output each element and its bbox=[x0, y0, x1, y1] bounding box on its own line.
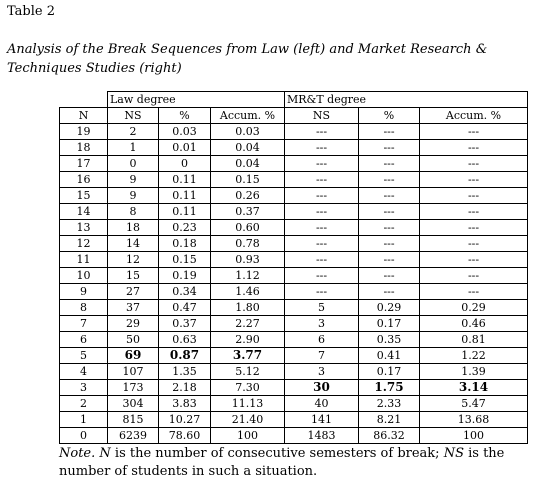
table-cell: 3.77 bbox=[211, 348, 285, 364]
table-cell: 0.87 bbox=[159, 348, 211, 364]
table-cell: 0.29 bbox=[420, 300, 528, 316]
table-cell: 5.12 bbox=[211, 364, 285, 380]
mrt-degree-header: MR&T degree bbox=[285, 92, 528, 108]
table-body bbox=[60, 124, 528, 444]
table-cell: --- bbox=[359, 236, 420, 252]
table-cell: 1.46 bbox=[211, 284, 285, 300]
table-cell: 2.27 bbox=[211, 316, 285, 332]
table-row bbox=[60, 380, 528, 396]
table-cell: --- bbox=[359, 156, 420, 172]
table-cell: 0 bbox=[159, 156, 211, 172]
table-cell: 2 bbox=[108, 124, 159, 140]
column-header-row bbox=[60, 108, 528, 124]
table-row bbox=[60, 220, 528, 236]
table-cell: 3.83 bbox=[159, 396, 211, 412]
table-row bbox=[60, 284, 528, 300]
table-cell: 10 bbox=[60, 268, 108, 284]
table-cell: 8.21 bbox=[359, 412, 420, 428]
table-cell: 0 bbox=[108, 156, 159, 172]
table-row bbox=[60, 396, 528, 412]
table-cell: --- bbox=[359, 284, 420, 300]
table-cell: 0.03 bbox=[159, 124, 211, 140]
table-cell: 1.35 bbox=[159, 364, 211, 380]
table-cell: 100 bbox=[211, 428, 285, 444]
table-cell: 69 bbox=[108, 348, 159, 364]
col-header-law-pct: % bbox=[159, 108, 211, 124]
table-cell: 0.46 bbox=[420, 316, 528, 332]
table-cell: 30 bbox=[285, 380, 359, 396]
table-cell: --- bbox=[420, 140, 528, 156]
table-cell: 1 bbox=[108, 140, 159, 156]
table-cell: 0.23 bbox=[159, 220, 211, 236]
table-cell: 6239 bbox=[108, 428, 159, 444]
table-cell: 5 bbox=[285, 300, 359, 316]
col-header-mrt-ns: NS bbox=[285, 108, 359, 124]
table-cell: 4 bbox=[60, 364, 108, 380]
table-cell: 7 bbox=[285, 348, 359, 364]
table-cell: 27 bbox=[108, 284, 159, 300]
table-row bbox=[60, 316, 528, 332]
table-cell: 1.75 bbox=[359, 380, 420, 396]
table-cell: --- bbox=[285, 124, 359, 140]
table-row bbox=[60, 300, 528, 316]
table-row bbox=[60, 268, 528, 284]
table-cell: 0.81 bbox=[420, 332, 528, 348]
table-label: Table 2 bbox=[7, 4, 55, 19]
table-cell: 0.17 bbox=[359, 364, 420, 380]
table-cell: 15 bbox=[60, 188, 108, 204]
table-cell: 1.12 bbox=[211, 268, 285, 284]
table-cell: --- bbox=[420, 204, 528, 220]
table-cell: 12 bbox=[60, 236, 108, 252]
table-cell: 1483 bbox=[285, 428, 359, 444]
table-cell: 0.17 bbox=[359, 316, 420, 332]
table-cell: 107 bbox=[108, 364, 159, 380]
table-cell: 9 bbox=[108, 188, 159, 204]
table-cell: 18 bbox=[60, 140, 108, 156]
table-row bbox=[60, 204, 528, 220]
table-cell: 18 bbox=[108, 220, 159, 236]
table-cell: 11.13 bbox=[211, 396, 285, 412]
table-cell: 0.93 bbox=[211, 252, 285, 268]
table-cell: 40 bbox=[285, 396, 359, 412]
table-cell: --- bbox=[359, 252, 420, 268]
table-cell: 16 bbox=[60, 172, 108, 188]
table-cell: 0.01 bbox=[159, 140, 211, 156]
table-cell: 0.04 bbox=[211, 140, 285, 156]
table-cell: --- bbox=[420, 252, 528, 268]
col-header-law-accum: Accum. % bbox=[211, 108, 285, 124]
table-cell: 11 bbox=[60, 252, 108, 268]
table-cell: 0.18 bbox=[159, 236, 211, 252]
table-cell: 37 bbox=[108, 300, 159, 316]
table-cell: --- bbox=[420, 284, 528, 300]
table-cell: 0 bbox=[60, 428, 108, 444]
note-ns-text: is the number of students in such a situation. bbox=[59, 446, 505, 479]
table-row bbox=[60, 412, 528, 428]
table-cell: 50 bbox=[108, 332, 159, 348]
table-caption: Analysis of the Break Sequences from Law (left) and Market Research & Techniques Studies (right) bbox=[7, 42, 488, 76]
table-cell: --- bbox=[420, 188, 528, 204]
table-cell: 9 bbox=[60, 284, 108, 300]
note-ns-symbol: NS bbox=[443, 446, 464, 461]
table-cell: 0.35 bbox=[359, 332, 420, 348]
table-cell: --- bbox=[285, 268, 359, 284]
table-cell: 14 bbox=[108, 236, 159, 252]
table-cell: 3 bbox=[285, 316, 359, 332]
table-cell: --- bbox=[359, 268, 420, 284]
table-row bbox=[60, 140, 528, 156]
table-cell: 3 bbox=[285, 364, 359, 380]
table-cell: 0.04 bbox=[211, 156, 285, 172]
table-cell: 0.11 bbox=[159, 188, 211, 204]
table-cell: 15 bbox=[108, 268, 159, 284]
table-cell: 1.39 bbox=[420, 364, 528, 380]
break-sequences-table bbox=[59, 91, 528, 444]
note-n-symbol: N bbox=[99, 446, 111, 461]
table-cell: 0.63 bbox=[159, 332, 211, 348]
table-row bbox=[60, 188, 528, 204]
table-cell: 173 bbox=[108, 380, 159, 396]
table-cell: --- bbox=[359, 172, 420, 188]
table-cell: 8 bbox=[108, 204, 159, 220]
table-cell: 0.15 bbox=[159, 252, 211, 268]
table-cell: --- bbox=[285, 204, 359, 220]
table-cell: 21.40 bbox=[211, 412, 285, 428]
note-prefix: Note. bbox=[59, 446, 96, 461]
table-cell: 0.26 bbox=[211, 188, 285, 204]
law-degree-header: Law degree bbox=[108, 92, 285, 108]
table-cell: 0.29 bbox=[359, 300, 420, 316]
table-cell: --- bbox=[420, 220, 528, 236]
table-cell: --- bbox=[285, 252, 359, 268]
table-cell: 141 bbox=[285, 412, 359, 428]
col-header-mrt-accum: Accum. % bbox=[420, 108, 528, 124]
table-cell: --- bbox=[359, 140, 420, 156]
table-cell: 86.32 bbox=[359, 428, 420, 444]
table-cell: --- bbox=[420, 156, 528, 172]
col-header-law-ns: NS bbox=[108, 108, 159, 124]
table-cell: 9 bbox=[108, 172, 159, 188]
table-cell: 1.22 bbox=[420, 348, 528, 364]
table-cell: --- bbox=[285, 220, 359, 236]
table-cell: 2 bbox=[60, 396, 108, 412]
table-cell: --- bbox=[359, 220, 420, 236]
table-row bbox=[60, 364, 528, 380]
table-cell: --- bbox=[285, 172, 359, 188]
table-cell: 0.03 bbox=[211, 124, 285, 140]
table-cell: 14 bbox=[60, 204, 108, 220]
table-cell: 13 bbox=[60, 220, 108, 236]
table-cell: --- bbox=[420, 268, 528, 284]
table-cell: 12 bbox=[108, 252, 159, 268]
table-cell: 1.80 bbox=[211, 300, 285, 316]
table-cell: --- bbox=[420, 236, 528, 252]
table-cell: 1 bbox=[60, 412, 108, 428]
table-cell: 7 bbox=[60, 316, 108, 332]
table-cell: 8 bbox=[60, 300, 108, 316]
table-cell: 2.33 bbox=[359, 396, 420, 412]
table-cell: 13.68 bbox=[420, 412, 528, 428]
table-cell: 0.11 bbox=[159, 172, 211, 188]
table-cell: 0.47 bbox=[159, 300, 211, 316]
table-cell: 78.60 bbox=[159, 428, 211, 444]
group-header-row bbox=[60, 92, 528, 108]
table-row bbox=[60, 172, 528, 188]
table-cell: --- bbox=[359, 188, 420, 204]
table-row bbox=[60, 428, 528, 444]
table-cell: 17 bbox=[60, 156, 108, 172]
table-cell: --- bbox=[285, 140, 359, 156]
table-cell: 0.78 bbox=[211, 236, 285, 252]
table-cell: 7.30 bbox=[211, 380, 285, 396]
table-cell: --- bbox=[359, 204, 420, 220]
table-cell: --- bbox=[420, 124, 528, 140]
col-header-n: N bbox=[60, 108, 108, 124]
table-cell: 3 bbox=[60, 380, 108, 396]
table-cell: 0.60 bbox=[211, 220, 285, 236]
table-cell: --- bbox=[285, 188, 359, 204]
table-cell: 29 bbox=[108, 316, 159, 332]
table-row bbox=[60, 332, 528, 348]
table-cell: 6 bbox=[60, 332, 108, 348]
table-cell: 100 bbox=[420, 428, 528, 444]
table-cell: 2.90 bbox=[211, 332, 285, 348]
table-cell: 0.11 bbox=[159, 204, 211, 220]
table-row bbox=[60, 252, 528, 268]
table-row bbox=[60, 236, 528, 252]
table-cell: 5.47 bbox=[420, 396, 528, 412]
table-cell: --- bbox=[359, 124, 420, 140]
table-cell: 0.41 bbox=[359, 348, 420, 364]
header-blank-cell bbox=[60, 92, 108, 108]
table-cell: 304 bbox=[108, 396, 159, 412]
table-cell: 19 bbox=[60, 124, 108, 140]
table-cell: 5 bbox=[60, 348, 108, 364]
table-cell: 0.19 bbox=[159, 268, 211, 284]
table-cell: 6 bbox=[285, 332, 359, 348]
table-cell: --- bbox=[285, 236, 359, 252]
col-header-mrt-pct: % bbox=[359, 108, 420, 124]
table-cell: 0.37 bbox=[159, 316, 211, 332]
table-cell: 3.14 bbox=[420, 380, 528, 396]
table-cell: 0.37 bbox=[211, 204, 285, 220]
table-cell: 815 bbox=[108, 412, 159, 428]
table-note bbox=[59, 445, 534, 481]
table-cell: 0.34 bbox=[159, 284, 211, 300]
table-row bbox=[60, 156, 528, 172]
table-row bbox=[60, 348, 528, 364]
table-row bbox=[60, 124, 528, 140]
table-cell: --- bbox=[285, 156, 359, 172]
table-cell: 0.15 bbox=[211, 172, 285, 188]
table-cell: 2.18 bbox=[159, 380, 211, 396]
table-cell: 10.27 bbox=[159, 412, 211, 428]
table-cell: --- bbox=[420, 172, 528, 188]
note-n-text: is the number of consecutive semesters of break; bbox=[110, 446, 444, 461]
table-cell: --- bbox=[285, 284, 359, 300]
